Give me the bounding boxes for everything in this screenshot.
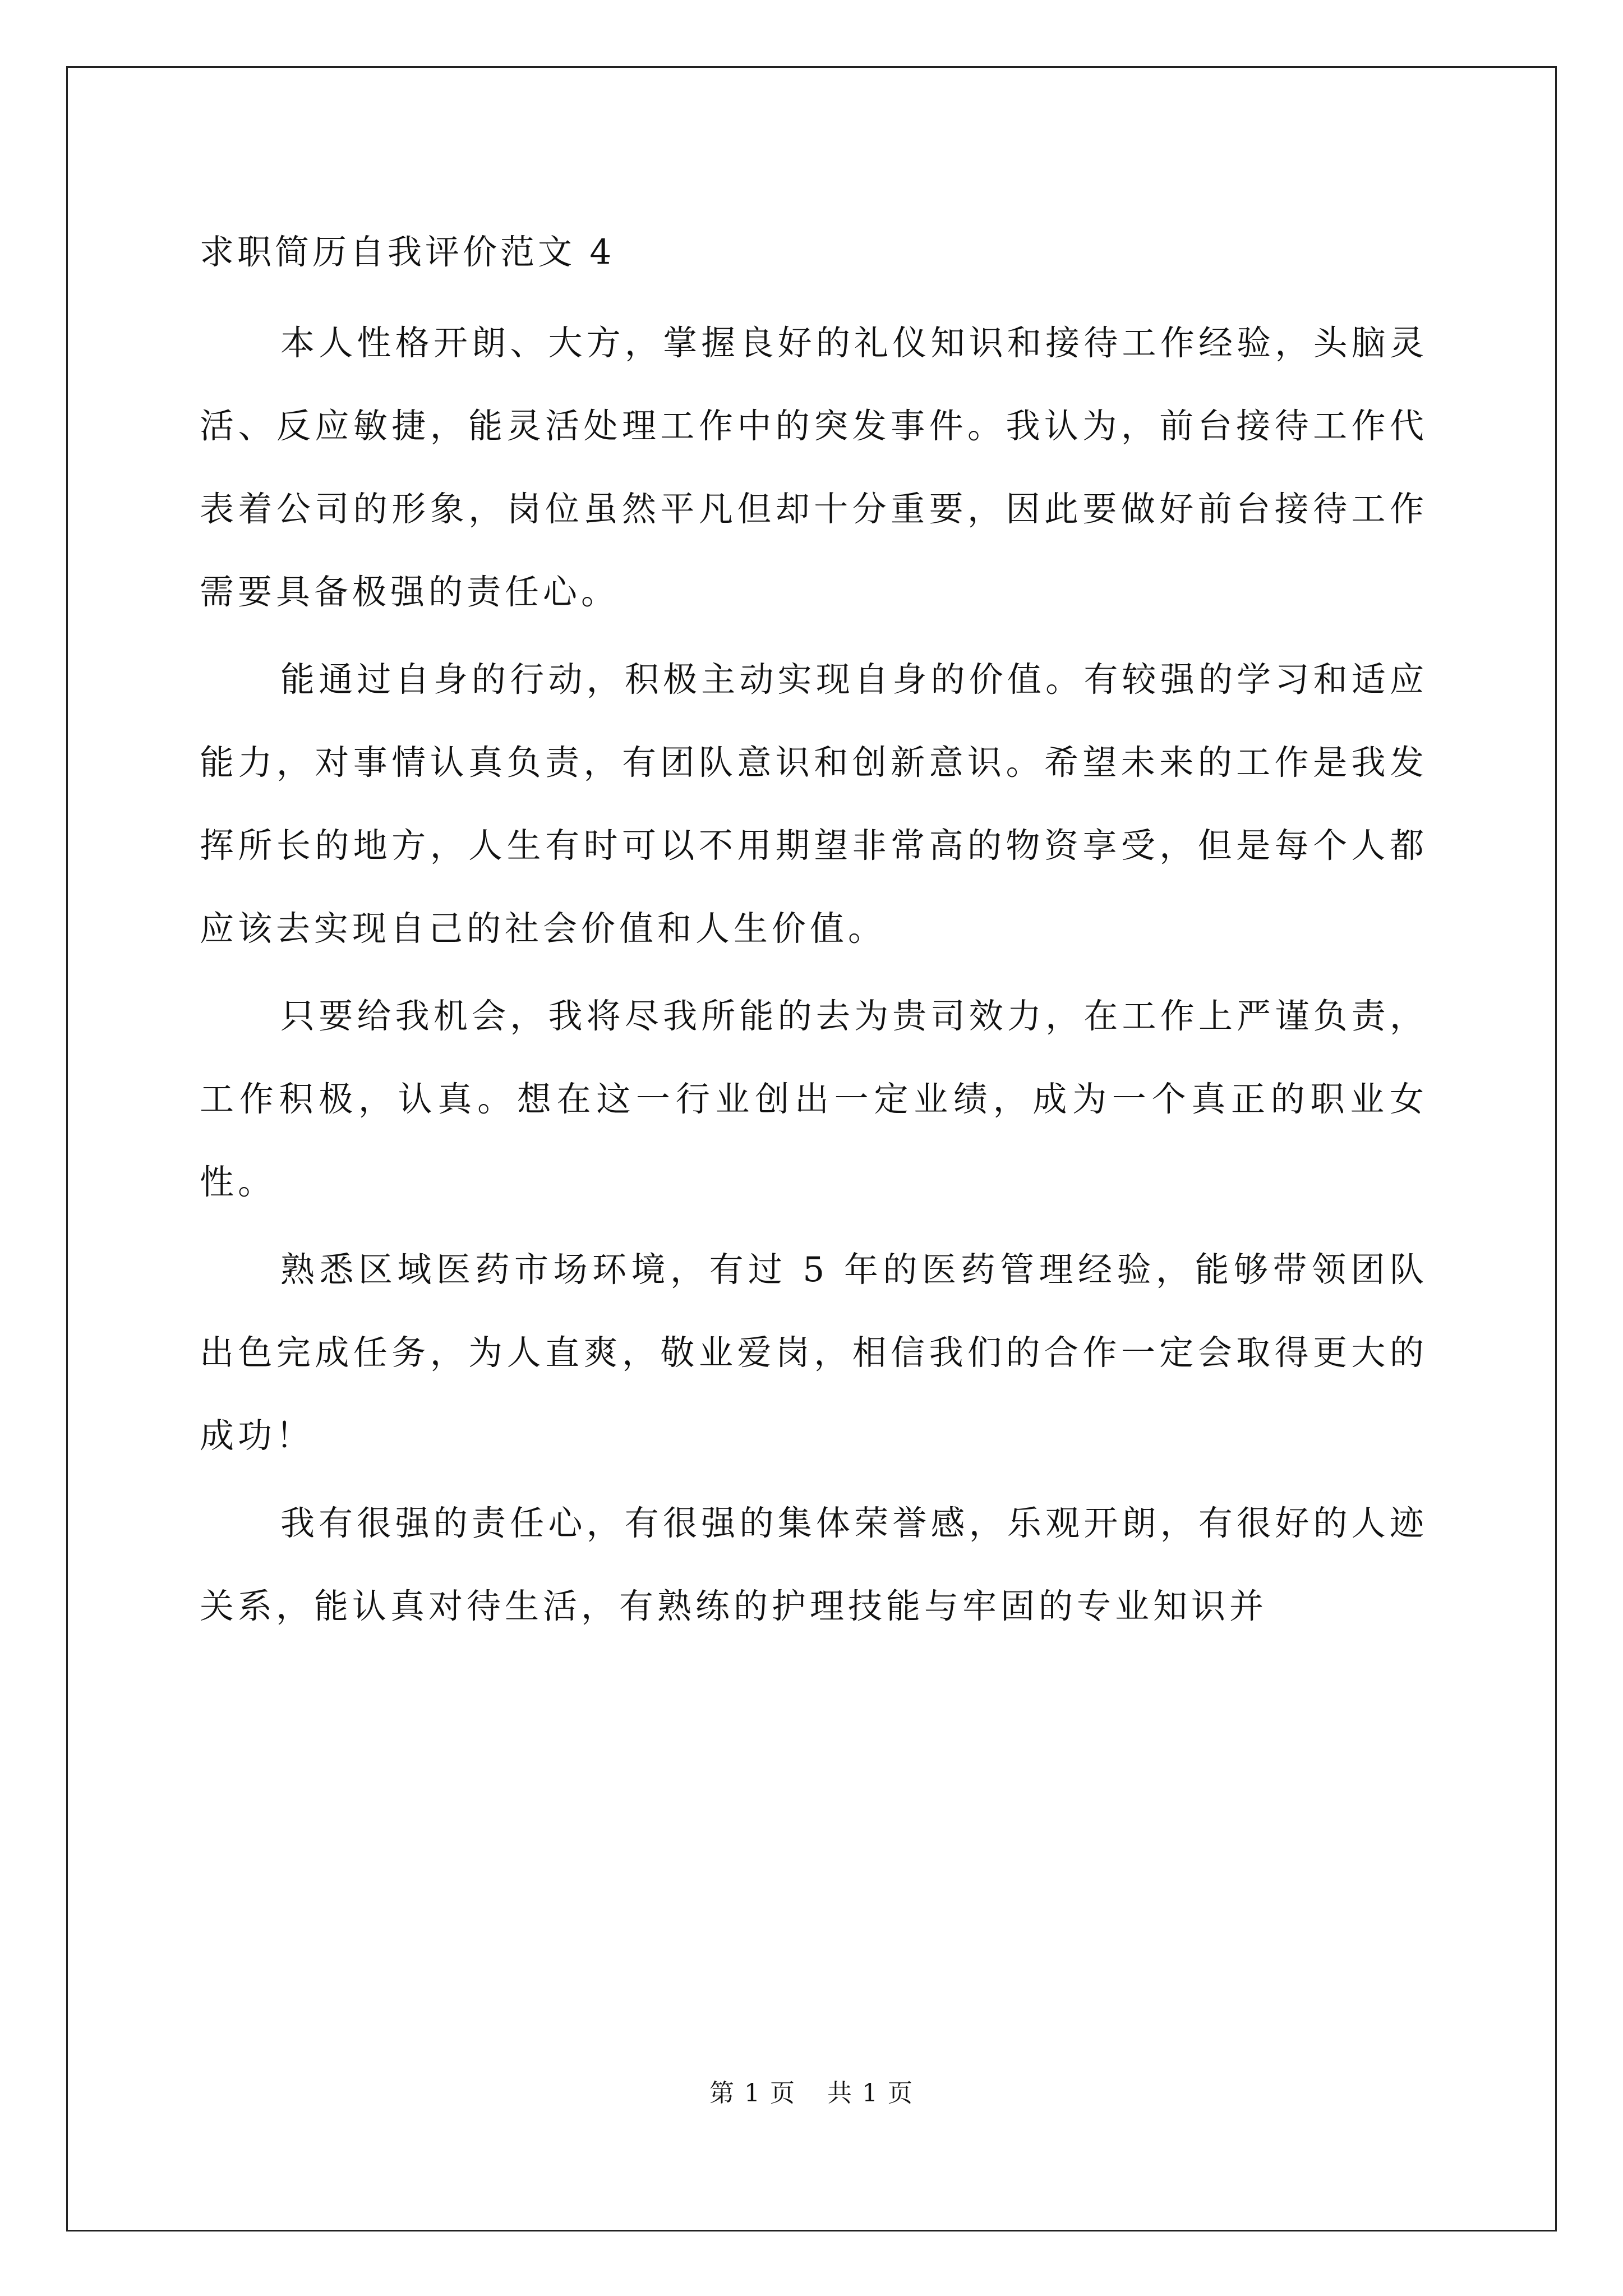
paragraph-1: 本人性格开朗、大方，掌握良好的礼仪知识和接待工作经验，头脑灵活、反应敏捷，能灵活处理工作中的突发事件。我认为，前台接待工作代表着公司的形象，岗位虽然平凡但却十分重要，因此要做好前台接待工作需要具备极强的责任心。 [200, 323, 1428, 612]
page-total: 共 1 页 [827, 2079, 914, 2108]
page-number: 第 1 页 [709, 2079, 796, 2108]
paragraph-2: 能通过自身的行动，积极主动实现自身的价值。有较强的学习和适应能力，对事情认真负责，有团队意识和创新意识。希望未来的工作是我发挥所长的地方，人生有时可以不用期望非常高的物资享受，但是每个人都应该去实现自己的社会价值和人生价值。 [200, 660, 1428, 949]
paragraph-4: 熟悉区域医药市场环境，有过 5 年的医药管理经验，能够带领团队出色完成任务，为人直爽，敬业爱岗，相信我们的合作一定会取得更大的成功！ [200, 1250, 1428, 1456]
document-title: 求职简历自我评价范文 4 [200, 232, 615, 272]
page-footer [0, 2077, 1623, 2110]
paragraph-5: 我有很强的责任心，有很强的集体荣誉感，乐观开朗，有很好的人迹关系，能认真对待生活，有熟练的护理技能与牢固的专业知识并 [200, 1503, 1428, 1626]
paragraph-3: 只要给我机会，我将尽我所能的去为贵司效力，在工作上严谨负责， 工作积极，认真。想在这一行业创出一定业绩，成为一个真正的职业女性。 [200, 996, 1428, 1202]
document-body [200, 219, 1428, 1653]
